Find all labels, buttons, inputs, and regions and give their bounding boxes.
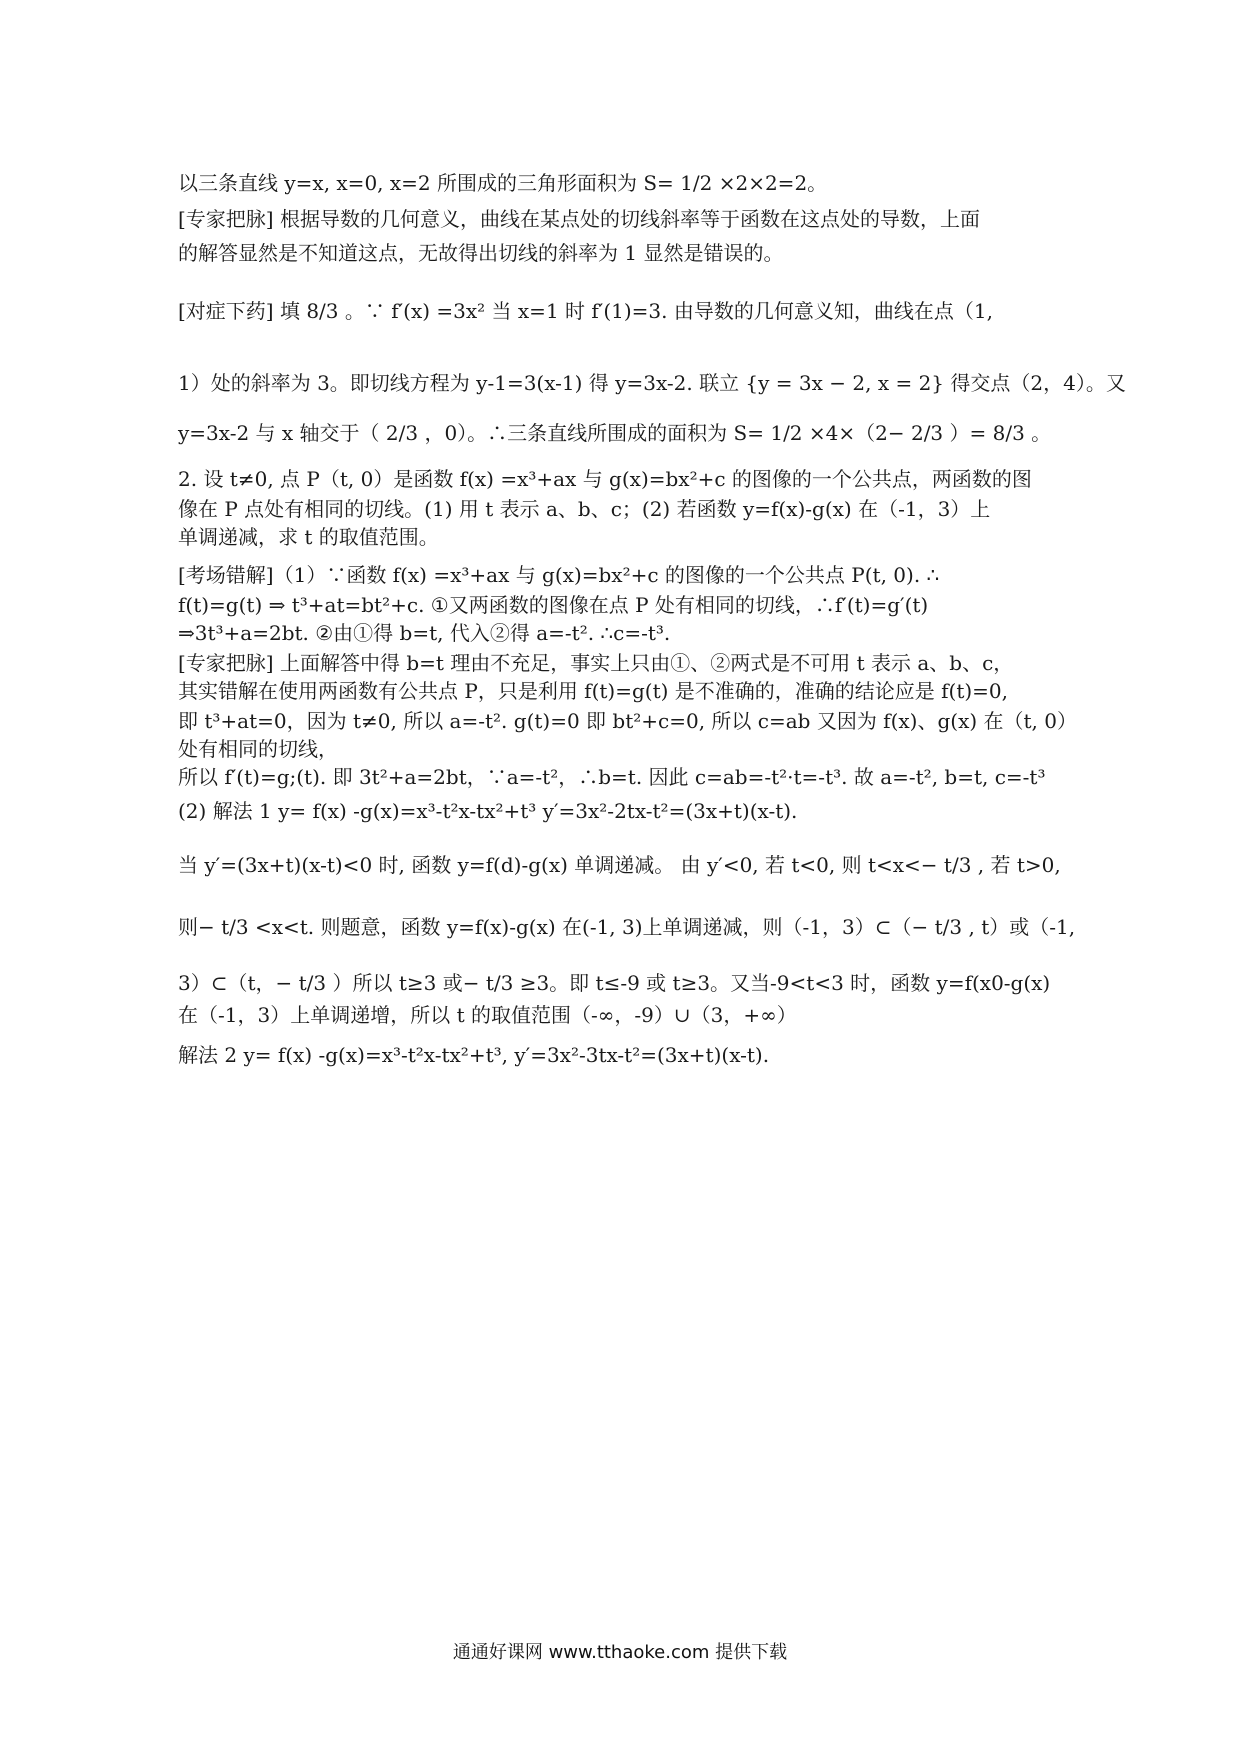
text-line: (2) 解法 1 y= f(x) -g(x)=x³-t²x-tx²+t³ y′=3x²-2tx-t²=(3x+t)(x-t). (178, 799, 798, 823)
text-line: 所以 f′(t)=g;(t). 即 3t²+a=2bt，∵a=-t²，∴b=t. 因此 c=ab=-t²·t=-t³. 故 a=-t², b=t, c=-t³ (178, 765, 1046, 789)
text-line: 则− t/3 <x<t. 则题意，函数 y=f(x)-g(x) 在(-1, 3)上单调递减，则（-1，3）⊂（− t/3 , t）或（-1, (178, 915, 1076, 939)
text-line: 当 y′=(3x+t)(x-t)<0 时, 函数 y=f(d)-g(x) 单调递减。 由 y′<0, 若 t<0, 则 t<x<− t/3 , 若 t>0, (178, 853, 1061, 877)
text-line: 解法 2 y= f(x) -g(x)=x³-t²x-tx²+t³, y′=3x²-3tx-t²=(3x+t)(x-t). (178, 1043, 770, 1067)
text-line: 像在 P 点处有相同的切线。(1) 用 t 表示 a、b、c；(2) 若函数 y=f(x)-g(x) 在（-1，3）上 (178, 497, 991, 521)
text-line: 1）处的斜率为 3。即切线方程为 y-1=3(x-1) 得 y=3x-2. 联立 {y = 3x − 2, x = 2} 得交点（2，4）。又 (178, 371, 1126, 395)
text-line: 3）⊂（t，− t/3 ）所以 t≥3 或− t/3 ≥3。即 t≤-9 或 t≥3。又当-9<t<3 时，函数 y=f(x0-g(x) (178, 971, 1051, 995)
text-line: ⇒3t³+a=2bt. ②由①得 b=t, 代入②得 a=-t². ∴c=-t³. (178, 621, 671, 645)
text-line: 2. 设 t≠0, 点 P（t, 0）是函数 f(x) =x³+ax 与 g(x)=bx²+c 的图像的一个公共点，两函数的图 (178, 467, 1032, 491)
text-line: 在（-1，3）上单调递增，所以 t 的取值范围（-∞，-9）∪（3，+∞） (178, 1003, 797, 1027)
text-line: 处有相同的切线， (178, 737, 338, 761)
text-line: [专家把脉] 上面解答中得 b=t 理由不充足，事实上只由①、②两式是不可用 t 表示 a、b、c， (178, 651, 1014, 675)
text-line: [对症下药] 填 8/3 。∵ f′(x) =3x² 当 x=1 时 f′(1)=3. 由导数的几何意义知，曲线在点（1, (178, 299, 993, 323)
text-line: [专家把脉] 根据导数的几何意义，曲线在某点处的切线斜率等于函数在这点处的导数，上面 (178, 207, 980, 231)
text-line: 单调递减，求 t 的取值范围。 (178, 525, 439, 549)
text-line: 的解答显然是不知道这点，无故得出切线的斜率为 1 显然是错误的。 (178, 241, 784, 265)
text-line: y=3x-2 与 x 轴交于（ 2/3 ，0）。∴三条直线所围成的面积为 S= 1/2 ×4×（2− 2/3 ）= 8/3 。 (178, 421, 1052, 445)
text-line: 即 t³+at=0，因为 t≠0, 所以 a=-t². g(t)=0 即 bt²+c=0, 所以 c=ab 又因为 f(x)、g(x) 在（t, 0） (178, 709, 1077, 733)
text-line: 以三条直线 y=x, x=0, x=2 所围成的三角形面积为 S= 1/2 ×2×2=2。 (178, 171, 828, 195)
text-line: 其实错解在使用两函数有公共点 P，只是利用 f(t)=g(t) 是不准确的，准确的结论应是 f(t)=0, (178, 679, 1009, 703)
text-line: [考场错解]（1）∵函数 f(x) =x³+ax 与 g(x)=bx²+c 的图像的一个公共点 P(t, 0). ∴ (178, 563, 940, 587)
text-line: f(t)=g(t) ⇒ t³+at=bt²+c. ①又两函数的图像在点 P 处有相同的切线，∴f′(t)=g′(t) (178, 593, 929, 617)
page-footer: 通通好课网 www.tthaoke.com 提供下载 (452, 1642, 788, 1663)
